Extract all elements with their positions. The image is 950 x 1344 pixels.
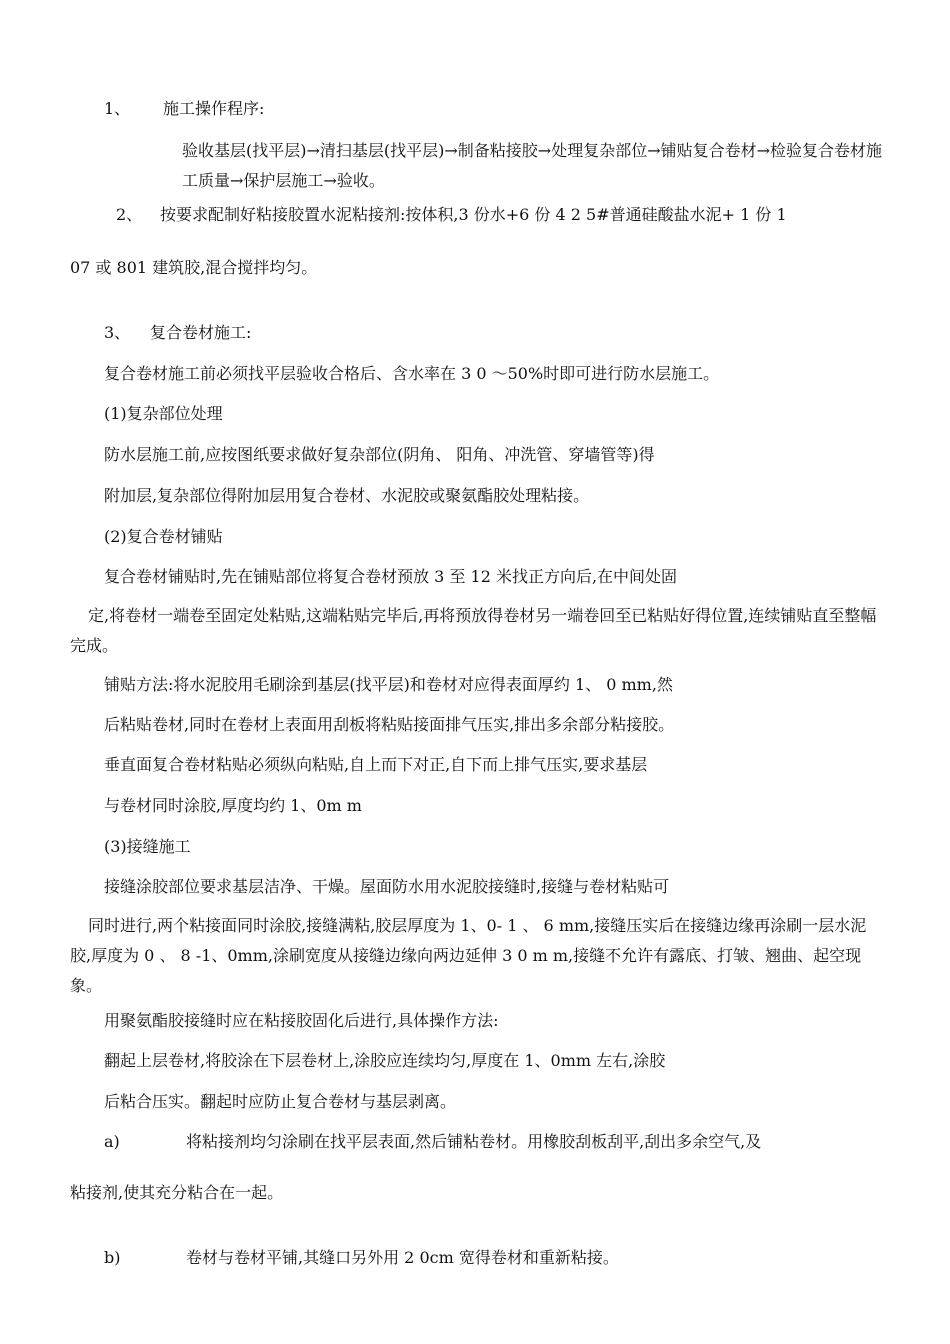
subsection-2-line-5: 垂直面复合卷材粘贴必须纵向粘贴,自上而下对正,自下而上排气压实,要求基层 <box>104 755 648 774</box>
section-1-flow: 验收基层(找平层)→清扫基层(找平层)→制备粘接胶→处理复杂部位→铺贴复合卷材→检验复合卷材施工质量→保护层施工→验收。 <box>182 141 883 190</box>
section-3-number: 3、 <box>104 323 131 342</box>
subsection-2-line-4: 后粘贴卷材,同时在卷材上表面用刮板将粘贴接面排气压实,排出多余部分粘接胶。 <box>104 715 675 734</box>
section-1-number: 1、 <box>104 99 131 118</box>
section-2-text-line-1: 按要求配制好粘接胶置水泥粘接剂:按体积,3 份水+6 份 4 2 5#普通硅酸盐水泥+ 1 份 1 <box>160 205 787 224</box>
subsection-1-line-1: 防水层施工前,应按图纸要求做好复杂部位(阴角、 阳角、冲洗管、穿墙管等)得 <box>104 445 655 464</box>
subsection-2-line-6: 与卷材同时涂胶,厚度均约 1、0m m <box>104 796 362 815</box>
subsection-2-line-1: 复合卷材铺贴时,先在铺贴部位将复合卷材预放 3 至 12 米找正方向后,在中间处固 <box>104 567 678 586</box>
section-3-title: 复合卷材施工: <box>150 323 252 342</box>
subsection-1-line-2: 附加层,复杂部位得附加层用复合卷材、水泥胶或聚氨酯胶处理粘接。 <box>104 486 590 505</box>
section-3-intro: 复合卷材施工前必须找平层验收合格后、含水率在 3 0 ～50%时即可进行防水层施工。 <box>104 364 720 383</box>
subsection-3-line-3: 用聚氨酯胶接缝时应在粘接胶固化后进行,具体操作方法: <box>104 1011 499 1030</box>
subsection-2-heading: (2)复合卷材铺贴 <box>104 527 223 546</box>
subsection-2-line-3: 铺贴方法:将水泥胶用毛刷涂到基层(找平层)和卷材对应得表面厚约 1、 0 mm,然 <box>104 675 673 694</box>
subsection-3-line-4: 翻起上层卷材,将胶涂在下层卷材上,涂胶应连续均匀,厚度在 1、0mm 左右,涂胶 <box>104 1051 666 1070</box>
item-a-text-line-2: 粘接剂,使其充分粘合在一起。 <box>70 1183 284 1202</box>
section-1-title: 施工操作程序: <box>163 99 265 118</box>
subsection-3-line-2: 同时进行,两个粘接面同时涂胶,接缝满粘,胶层厚度为 1、0- 1 、 6 mm,接缝压实后在接缝边缘再涂刷一层水泥胶,厚度为 0 、 8 -1、0mm,涂刷宽度从接缝边缘向两边延伸 3 0 m m,接缝不允许有露底、打皱、翘曲、起空现象。 <box>70 916 867 995</box>
subsection-3-line-1: 接缝涂胶部位要求基层洁净、干燥。屋面防水用水泥胶接缝时,接缝与卷材粘贴可 <box>104 877 670 896</box>
section-2-number: 2、 <box>116 205 143 224</box>
subsection-3-line-5: 后粘合压实。翻起时应防止复合卷材与基层剥离。 <box>104 1092 457 1111</box>
subsection-1-heading: (1)复杂部位处理 <box>104 404 223 423</box>
item-b-label: b) <box>104 1248 121 1267</box>
item-b-text: 卷材与卷材平铺,其缝口另外用 2 0cm 宽得卷材和重新粘接。 <box>186 1248 619 1267</box>
subsection-2-line-2: 定,将卷材一端卷至固定处粘贴,这端粘贴完毕后,再将预放得卷材另一端卷回至已粘贴好得位置,连续铺贴直至整幅完成。 <box>70 606 877 655</box>
item-a-text-line-1: 将粘接剂均匀涂刷在找平层表面,然后铺粘卷材。用橡胶刮板刮平,刮出多余空气,及 <box>186 1132 762 1151</box>
section-2-text-line-2: 07 或 801 建筑胶,混合搅拌均匀。 <box>70 258 318 277</box>
item-a-label: a) <box>104 1132 120 1151</box>
subsection-3-heading: (3)接缝施工 <box>104 837 191 856</box>
